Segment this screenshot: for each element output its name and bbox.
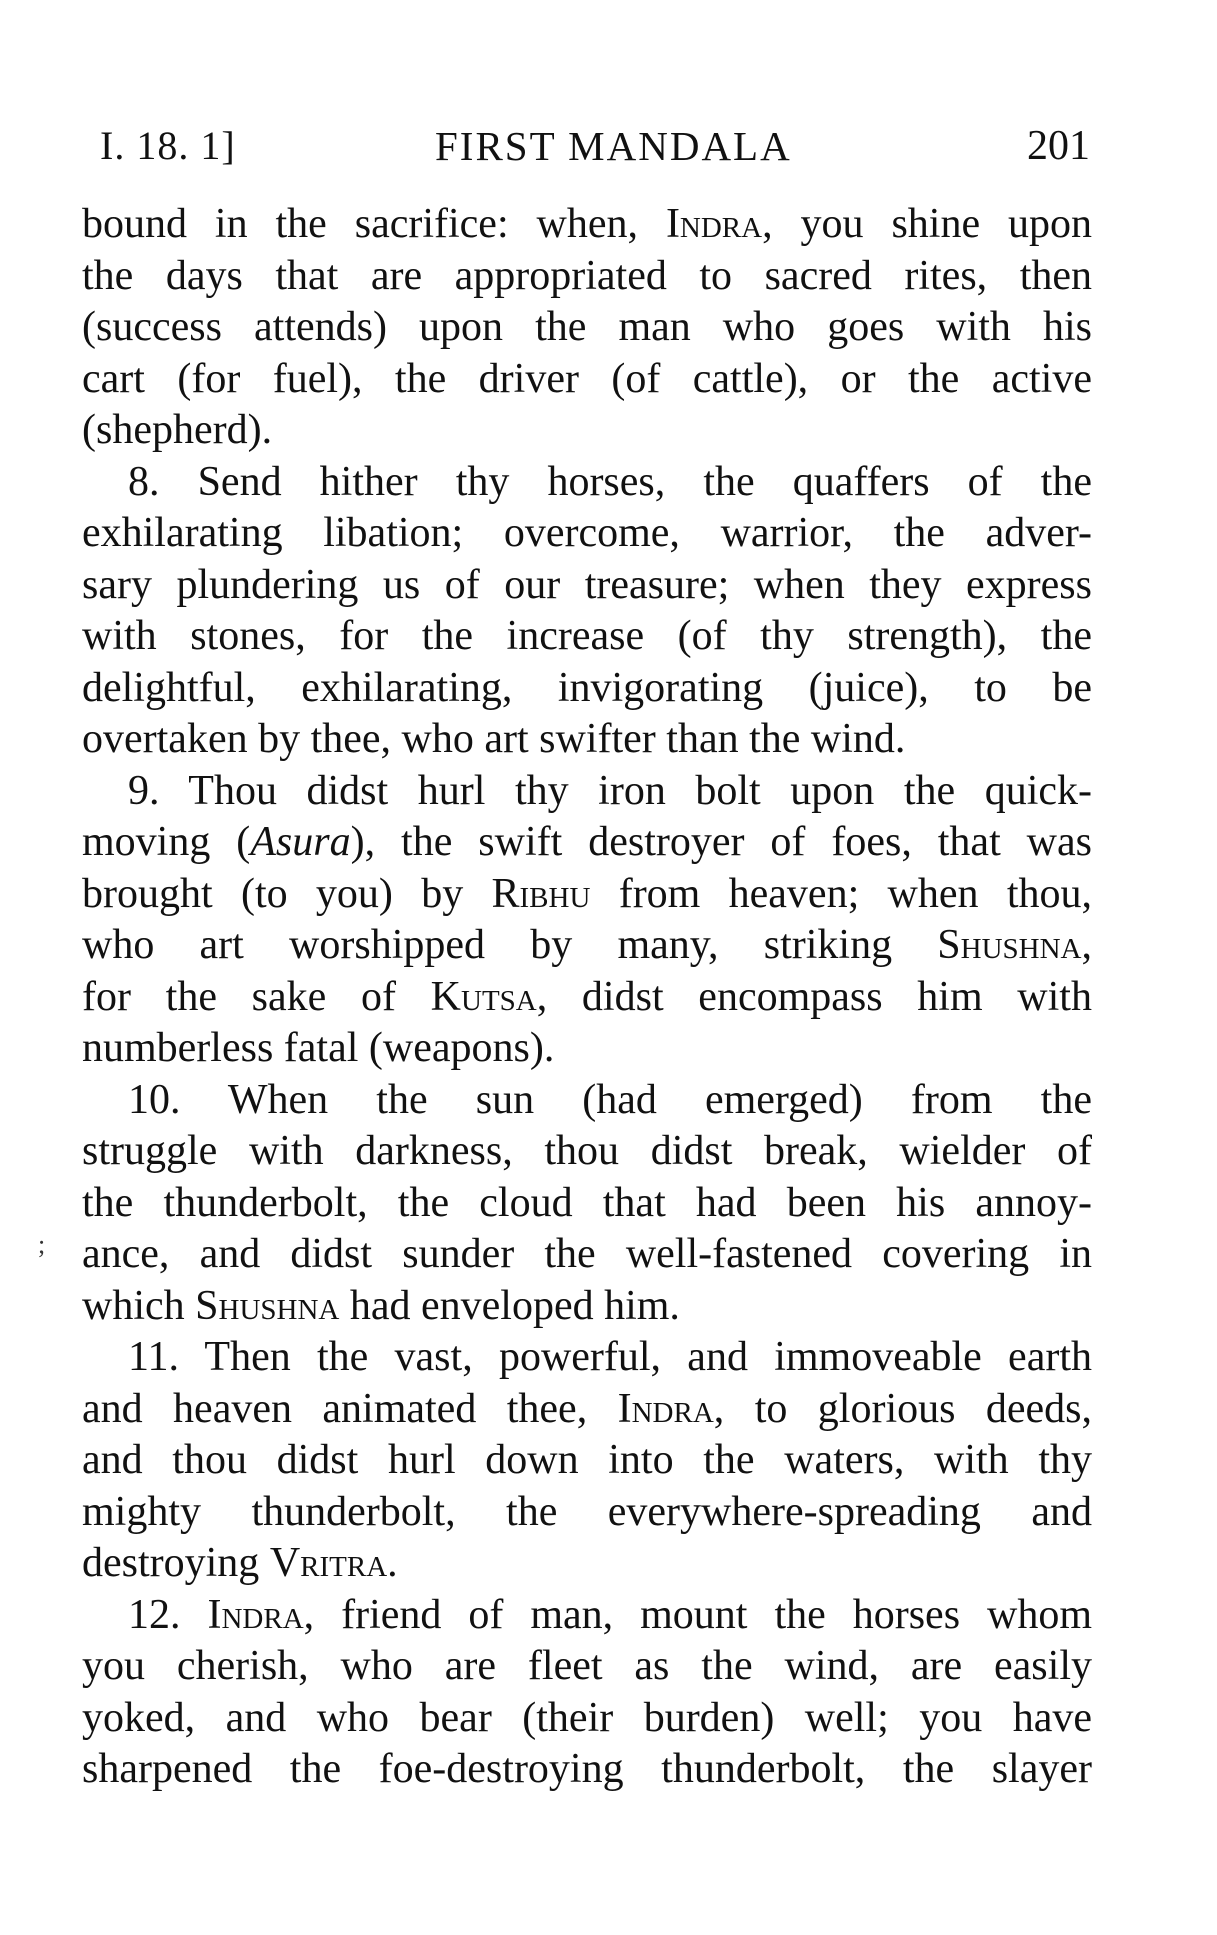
text-run: 8. Send hither thy horses, the quaffers of the bbox=[128, 458, 1092, 505]
text-run: ance, and didst sunder the well-fastened covering in bbox=[82, 1231, 1092, 1277]
proper-name: Ribhu bbox=[491, 870, 591, 917]
text-line bbox=[82, 251, 1092, 303]
text-run: sharpened the foe-destroying thunderbolt, the slayer bbox=[82, 1746, 1092, 1792]
text-line bbox=[82, 1641, 1092, 1693]
text-run: numberless fatal (weapons). bbox=[82, 1025, 555, 1071]
text-run: 12. bbox=[128, 1591, 208, 1638]
body-text bbox=[82, 199, 1092, 1796]
text-run: 11. Then the vast, powerful, and immoveable earth bbox=[128, 1334, 1092, 1380]
text-run: you cherish, who are fleet as the wind, are easily bbox=[82, 1643, 1092, 1689]
running-title: FIRST MANDALA bbox=[435, 123, 792, 169]
paragraph bbox=[82, 199, 1092, 457]
text-line bbox=[82, 302, 1092, 354]
proper-name: Shushna bbox=[937, 922, 1082, 968]
text-line bbox=[82, 817, 1092, 869]
paragraph bbox=[82, 457, 1092, 766]
text-run: 10. When the sun (had emerged) from the bbox=[128, 1076, 1092, 1123]
text-line bbox=[82, 920, 1092, 972]
text-run: cart (for fuel), the driver (of cattle), or the active bbox=[82, 355, 1092, 402]
text-line bbox=[82, 663, 1092, 715]
text-run: mighty thunderbolt, the everywhere-spreading and bbox=[82, 1488, 1092, 1535]
text-run: which bbox=[82, 1282, 196, 1329]
text-line bbox=[82, 869, 1092, 921]
text-run: brought (to you) by bbox=[82, 870, 492, 917]
text-line bbox=[82, 1075, 1092, 1127]
text-line bbox=[82, 405, 1092, 457]
text-line bbox=[82, 1023, 1092, 1075]
text-line bbox=[82, 1384, 1092, 1436]
text-run: had enveloped him. bbox=[339, 1282, 680, 1329]
italic-term: Asura bbox=[250, 819, 351, 865]
text-run: , didst encompass him with bbox=[536, 973, 1092, 1020]
paragraph bbox=[82, 1590, 1092, 1796]
text-run: and heaven animated thee, bbox=[82, 1385, 618, 1432]
paragraph bbox=[82, 766, 1092, 1075]
text-line bbox=[82, 1538, 1092, 1590]
proper-name: Vritra bbox=[269, 1540, 388, 1586]
text-run: , you shine upon bbox=[762, 201, 1093, 247]
proper-name: Indra bbox=[665, 201, 763, 247]
text-run: destroying bbox=[82, 1540, 270, 1586]
text-line bbox=[82, 1693, 1092, 1745]
text-run: for the sake of bbox=[82, 973, 431, 1020]
text-line bbox=[82, 508, 1092, 560]
text-run: who art worshipped by many, striking bbox=[82, 922, 938, 968]
text-run: and thou didst hurl down into the waters, with thy bbox=[82, 1437, 1092, 1483]
text-line bbox=[82, 766, 1092, 818]
proper-name: Indra bbox=[617, 1385, 714, 1432]
text-run: (success attends) upon the man who goes with his bbox=[82, 304, 1092, 350]
text-line bbox=[82, 1332, 1092, 1384]
text-run: overtaken by thee, who art swifter than the wind. bbox=[82, 716, 906, 762]
text-line bbox=[82, 1590, 1092, 1642]
text-run: . bbox=[387, 1540, 398, 1586]
text-run: 9. Thou didst hurl thy iron bolt upon the quick- bbox=[128, 767, 1092, 814]
text-run: from heaven; when thou, bbox=[590, 870, 1092, 917]
proper-name: Shushna bbox=[195, 1282, 340, 1329]
text-run: ), the swift destroyer of foes, that was bbox=[350, 819, 1092, 865]
paragraph bbox=[82, 1075, 1092, 1333]
text-run: the days that are appropriated to sacred rites, then bbox=[82, 252, 1092, 299]
text-line bbox=[82, 611, 1092, 663]
verse-reference: I. 18. 1] bbox=[100, 123, 236, 168]
proper-name: Indra bbox=[207, 1591, 304, 1638]
text-run: delightful, exhilarating, invigorating (juice), to be bbox=[82, 664, 1092, 711]
text-line bbox=[82, 1487, 1092, 1539]
text-run: the thunderbolt, the cloud that had been his annoy- bbox=[82, 1179, 1092, 1226]
text-line bbox=[82, 199, 1092, 251]
text-run: , friend of man, mount the horses whom bbox=[303, 1591, 1093, 1638]
text-run: with stones, for the increase (of thy strength), the bbox=[82, 613, 1092, 659]
text-run: , to glorious deeds, bbox=[713, 1385, 1093, 1432]
text-line bbox=[82, 560, 1092, 612]
proper-name: Kutsa bbox=[430, 973, 537, 1020]
text-line bbox=[82, 972, 1092, 1024]
text-line bbox=[82, 1229, 1092, 1281]
page-number: 201 bbox=[1027, 123, 1090, 169]
margin-mark: ; bbox=[38, 1230, 46, 1259]
text-run: , bbox=[1081, 922, 1092, 968]
text-line bbox=[82, 1744, 1092, 1796]
text-run: bound in the sacrifice: when, bbox=[82, 201, 666, 247]
text-run: exhilarating libation; overcome, warrior, the adver- bbox=[82, 510, 1092, 556]
text-line bbox=[82, 714, 1092, 766]
text-run: yoked, and who bear (their burden) well; you have bbox=[82, 1694, 1092, 1741]
text-run: (shepherd). bbox=[82, 407, 273, 453]
text-run: sary plundering us of our treasure; when they express bbox=[82, 561, 1092, 608]
running-head bbox=[100, 116, 1100, 176]
paragraph bbox=[82, 1332, 1092, 1590]
text-line bbox=[82, 1178, 1092, 1230]
text-line bbox=[82, 457, 1092, 509]
text-line bbox=[82, 1126, 1092, 1178]
text-line bbox=[82, 1435, 1092, 1487]
text-line bbox=[82, 1281, 1092, 1333]
text-run: struggle with darkness, thou didst break, wielder of bbox=[82, 1128, 1092, 1174]
text-run: moving ( bbox=[82, 819, 251, 865]
text-line bbox=[82, 354, 1092, 406]
